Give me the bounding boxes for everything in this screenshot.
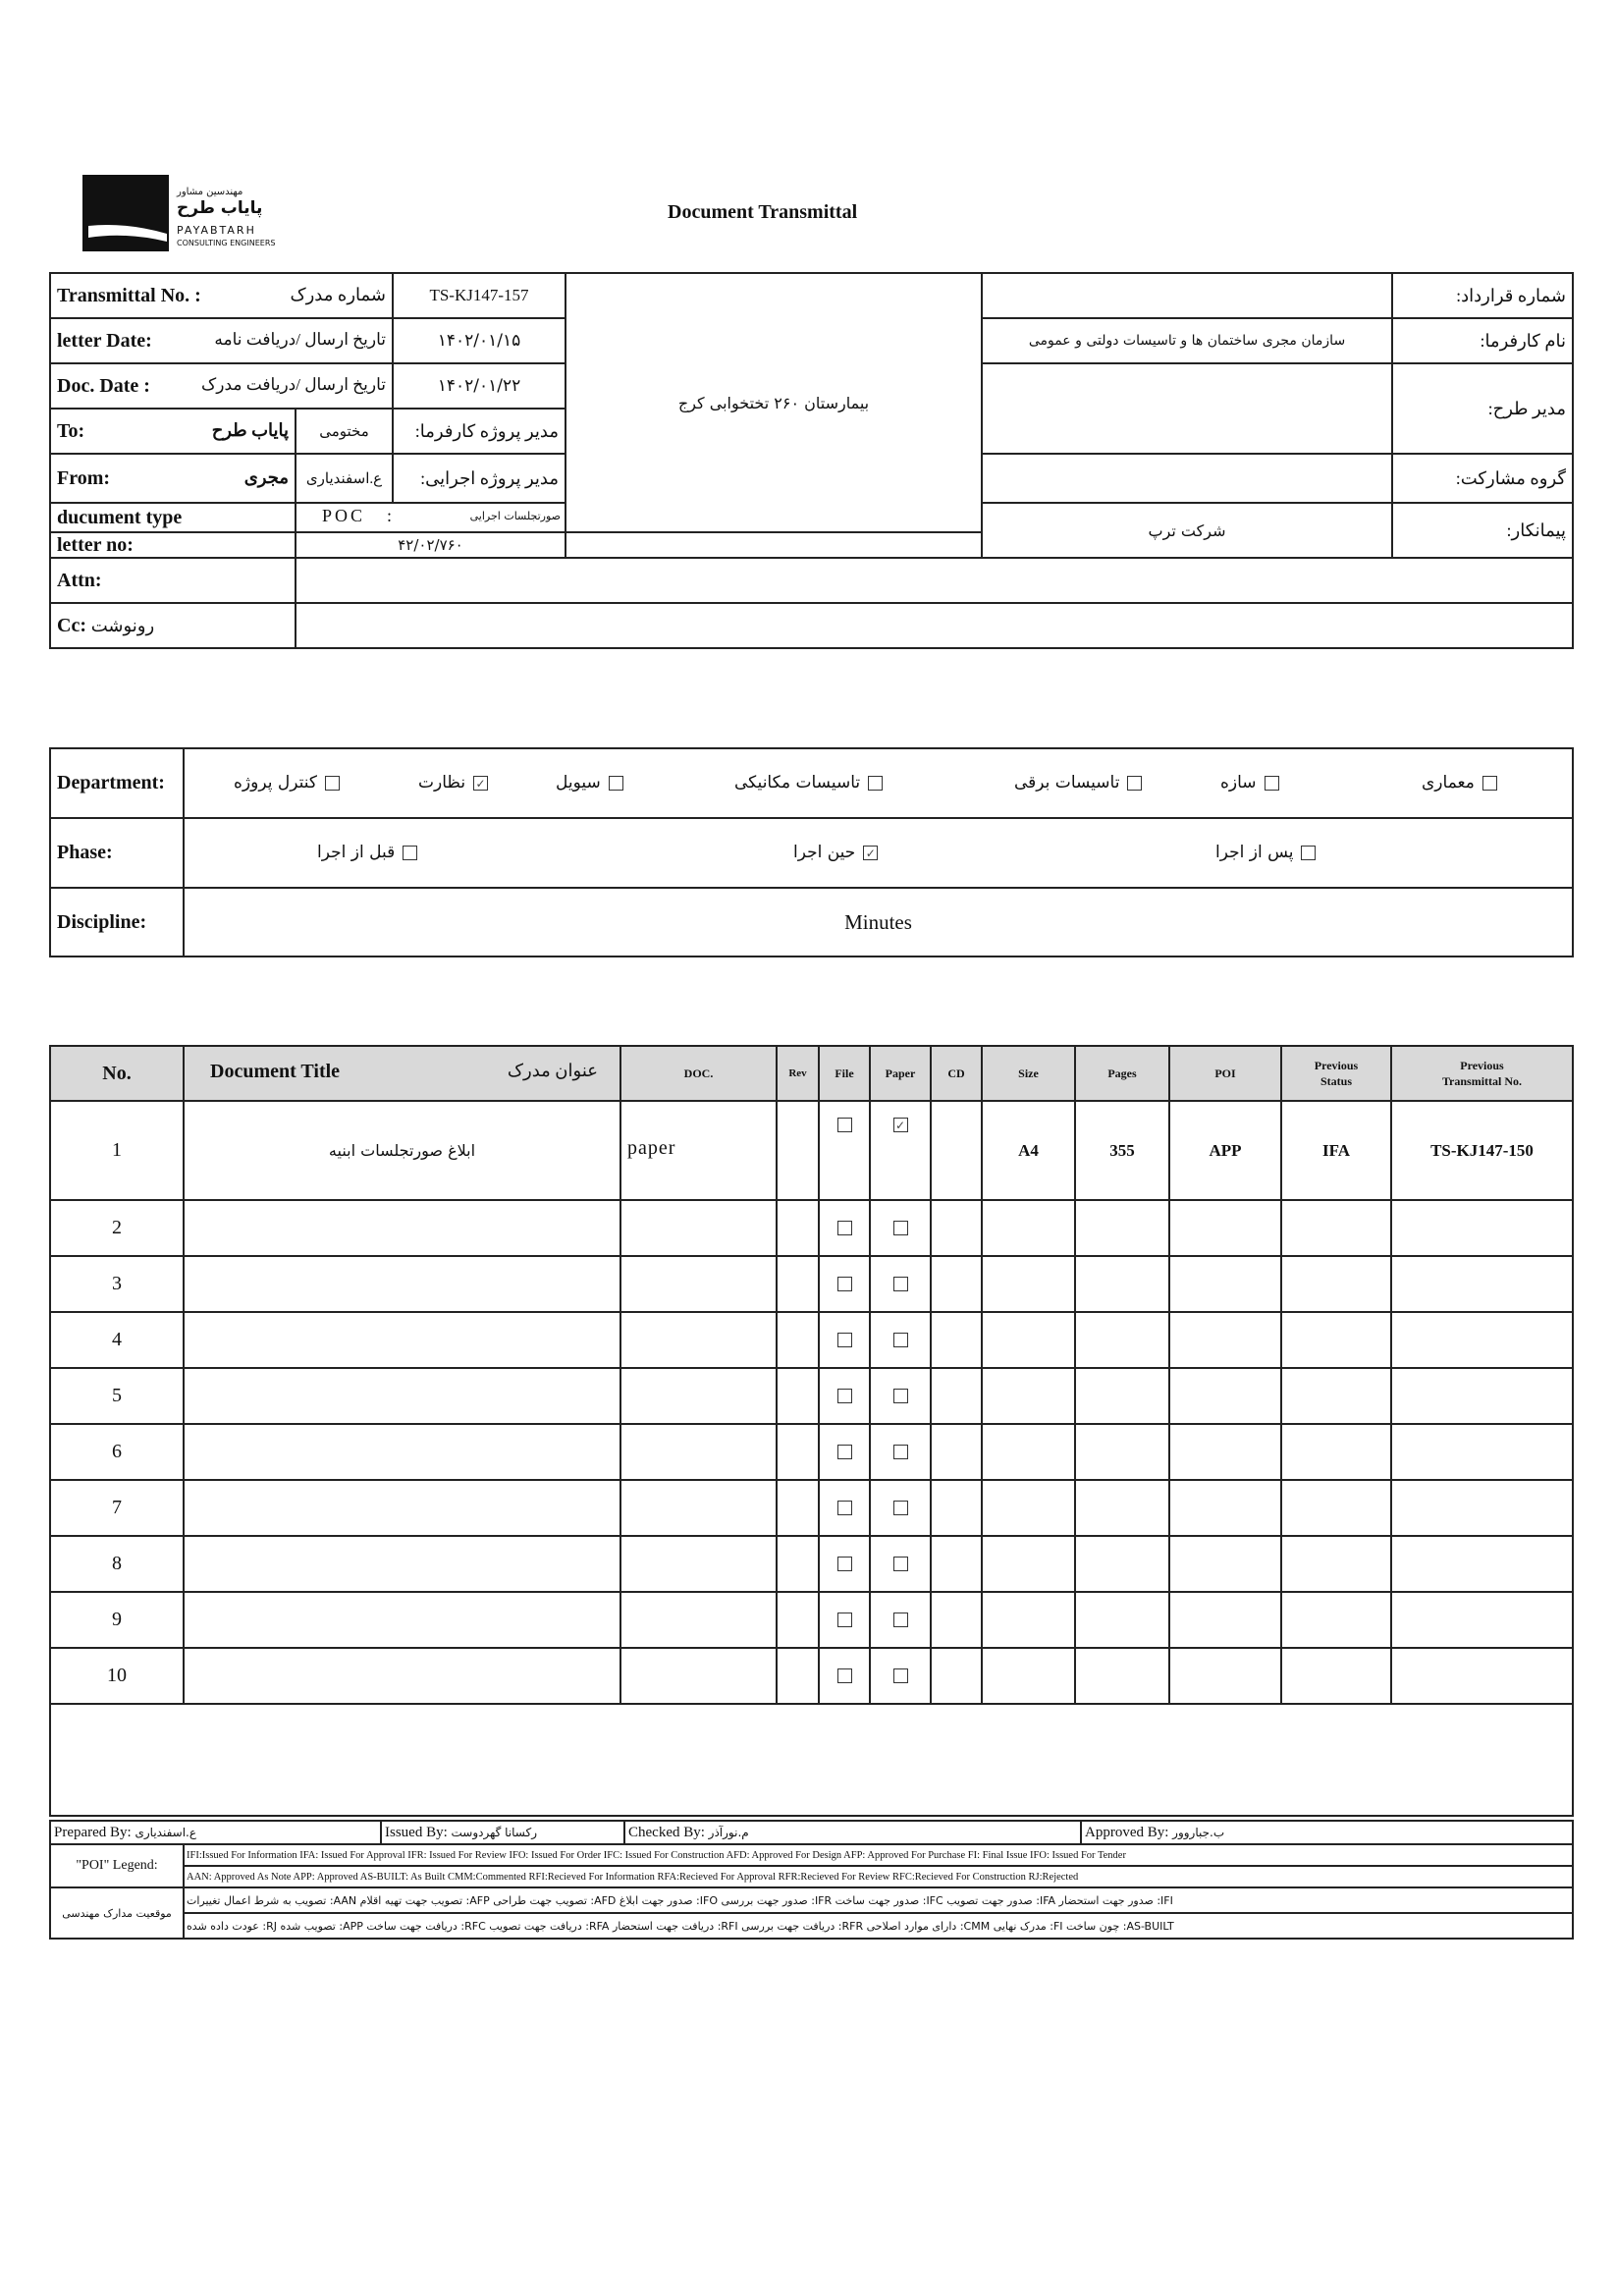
row-cd [931, 1648, 982, 1704]
discipline-value: Minutes [184, 888, 1573, 957]
cc-label-fa: رونوشت [90, 615, 155, 635]
row-prev-status [1281, 1536, 1391, 1592]
file-checkbox[interactable] [837, 1613, 852, 1627]
row-no: 9 [50, 1592, 184, 1648]
col-paper: Paper [870, 1046, 931, 1101]
phase-option-label: پس از اجرا [1215, 843, 1294, 862]
file-cell [819, 1312, 870, 1368]
file-cell [819, 1368, 870, 1424]
department-checkbox[interactable]: ✓ [473, 776, 488, 791]
row-cd [931, 1536, 982, 1592]
row-rev [777, 1648, 819, 1704]
col-no: No. [50, 1046, 184, 1101]
row-prev-trans [1391, 1480, 1573, 1536]
row-cd [931, 1101, 982, 1200]
row-prev-status [1281, 1312, 1391, 1368]
col-file: File [819, 1046, 870, 1101]
department-checkbox[interactable] [609, 776, 623, 791]
row-doc [620, 1480, 777, 1536]
row-doc [620, 1368, 777, 1424]
row-size [982, 1312, 1075, 1368]
paper-cell [870, 1480, 931, 1536]
project-name: بیمارستان ۲۶۰ تختخوابی کرج [566, 273, 982, 532]
table-row [50, 1480, 1573, 1536]
department-checkbox[interactable] [1482, 776, 1497, 791]
row-no: 10 [50, 1648, 184, 1704]
file-checkbox[interactable] [837, 1501, 852, 1515]
paper-checkbox[interactable] [893, 1333, 908, 1347]
row-title [184, 1200, 620, 1256]
info-table [49, 272, 1574, 649]
row-poi [1169, 1592, 1281, 1648]
col-title-fa: عنوان مدرک [507, 1061, 598, 1080]
documents-table [49, 1045, 1574, 1817]
phase-checkbox[interactable]: ✓ [863, 846, 878, 860]
paper-cell [870, 1368, 931, 1424]
paper-cell [870, 1200, 931, 1256]
file-checkbox[interactable] [837, 1221, 852, 1235]
file-cell [819, 1101, 870, 1200]
discipline-label: Discipline: [50, 888, 184, 957]
paper-checkbox[interactable] [893, 1389, 908, 1403]
status-label: موقعیت مدارک مهندسی [50, 1887, 184, 1939]
doctype-label: ducument type [50, 503, 296, 532]
file-cell [819, 1256, 870, 1312]
notes-area[interactable] [50, 1704, 1573, 1816]
transmittal-value: TS-KJ147-157 [393, 273, 566, 318]
transmittal-label-cell [50, 273, 393, 318]
phase-option-label: حین اجرا [793, 843, 856, 862]
department-checkbox[interactable] [868, 776, 883, 791]
file-cell [819, 1536, 870, 1592]
approved-label: Approved By: [1085, 1824, 1169, 1840]
checked-label: Checked By: [628, 1824, 705, 1840]
issued-value: رکسانا گهردوست [451, 1825, 538, 1839]
attn-value[interactable] [296, 558, 1573, 603]
letter-date-value: ۱۴۰۲/۰۱/۱۵ [393, 318, 566, 363]
paper-cell [870, 1424, 931, 1480]
row-poi [1169, 1312, 1281, 1368]
department-option[interactable] [1422, 773, 1497, 793]
row-title [184, 1368, 620, 1424]
letterno-value: ۴۲/۰۲/۷۶۰ [296, 532, 566, 558]
paper-checkbox[interactable] [893, 1501, 908, 1515]
row-pages [1075, 1424, 1169, 1480]
logo [82, 175, 289, 253]
row-title [184, 1536, 620, 1592]
row-no: 2 [50, 1200, 184, 1256]
row-cd [931, 1312, 982, 1368]
row-rev [777, 1312, 819, 1368]
row-poi [1169, 1200, 1281, 1256]
row-cd [931, 1480, 982, 1536]
row-prev-trans [1391, 1648, 1573, 1704]
table-row [50, 1200, 1573, 1256]
row-poi [1169, 1256, 1281, 1312]
paper-cell [870, 1648, 931, 1704]
doctype-separator: : [387, 506, 393, 525]
table-row [50, 1256, 1573, 1312]
row-doc [620, 1592, 777, 1648]
phase-label: Phase: [50, 818, 184, 888]
department-option-label: کنترل پروژه [234, 773, 317, 793]
phase-option[interactable] [1215, 843, 1316, 862]
row-doc [620, 1312, 777, 1368]
department-option-label: نظارت [418, 773, 466, 793]
status-line2: AS-BUILT: چون ساخت FI: مدرک نهایی CMM: دارای موارد اصلاحی RFR: دریافت جهت بررسی RFI: دریافت جهت استحضار RFA: دریافت جهت تصویب RFC: دریافت جهت ساخت APP: تصویب شده RJ: عودت داده شده [184, 1913, 1573, 1939]
row-doc [620, 1200, 777, 1256]
department-option-label: سیویل [556, 773, 601, 793]
department-option[interactable] [1014, 773, 1142, 793]
department-option[interactable] [1220, 773, 1279, 793]
transmittal-label-fa: شماره مدرک [290, 284, 386, 304]
transmittal-label-en: Transmittal No. : [57, 284, 201, 306]
row-cd [931, 1368, 982, 1424]
row-poi [1169, 1368, 1281, 1424]
col-prev-status-line2: Status [1320, 1074, 1352, 1088]
table-row [50, 1424, 1573, 1480]
row-poi [1169, 1536, 1281, 1592]
issued-label: Issued By: [385, 1824, 448, 1840]
row-pages [1075, 1480, 1169, 1536]
legend-table [49, 1843, 1574, 1940]
paper-checkbox[interactable]: ✓ [893, 1118, 908, 1132]
row-rev [777, 1200, 819, 1256]
row-no: 1 [50, 1101, 184, 1200]
department-option-label: سازه [1220, 773, 1257, 793]
row-prev-status [1281, 1592, 1391, 1648]
approved-value: ب.جباروور [1172, 1825, 1225, 1839]
phase-option[interactable] [793, 843, 878, 862]
department-option-label: معماری [1422, 773, 1475, 793]
row-title [184, 1648, 620, 1704]
row-prev-trans [1391, 1424, 1573, 1480]
row-size: A4 [982, 1101, 1075, 1200]
from-person: ع.اسفندیاری [296, 454, 393, 503]
department-checkbox[interactable] [325, 776, 340, 791]
contractor-value: شرکت ترپ [982, 503, 1392, 558]
department-option[interactable] [234, 773, 340, 793]
row-rev [777, 1368, 819, 1424]
file-checkbox[interactable] [837, 1668, 852, 1683]
col-prev-status [1281, 1046, 1391, 1101]
row-no: 3 [50, 1256, 184, 1312]
paper-cell [870, 1536, 931, 1592]
row-rev [777, 1101, 819, 1200]
signoff-table [49, 1820, 1574, 1845]
letterno-label: letter no: [50, 532, 296, 558]
page-title: Document Transmittal [668, 201, 858, 223]
paper-checkbox[interactable] [893, 1668, 908, 1683]
row-doc [620, 1424, 777, 1480]
phase-option-label: قبل از اجرا [317, 843, 396, 862]
row-rev [777, 1480, 819, 1536]
checked-value: م.نورآذر [708, 1825, 749, 1839]
phase-options [184, 818, 1573, 888]
table-row [50, 1648, 1573, 1704]
department-options [184, 748, 1573, 818]
row-size [982, 1592, 1075, 1648]
poi-legend-label: "POI" Legend: [50, 1844, 184, 1887]
row-pages [1075, 1368, 1169, 1424]
table-row [50, 1592, 1573, 1648]
paper-cell [870, 1312, 931, 1368]
logo-text-en: PAYABTARH [177, 224, 256, 237]
row-prev-status [1281, 1200, 1391, 1256]
paper-cell [870, 1101, 931, 1200]
logo-text-top: مهندسین مشاور [177, 187, 243, 197]
row-pages [1075, 1256, 1169, 1312]
file-cell [819, 1592, 870, 1648]
paper-checkbox[interactable] [893, 1277, 908, 1291]
file-cell [819, 1648, 870, 1704]
design-mgr-value [982, 363, 1392, 454]
col-prev-trans-line2: Transmittal No. [1441, 1074, 1523, 1088]
col-prev-trans [1391, 1046, 1573, 1101]
row-size [982, 1648, 1075, 1704]
table-row [50, 1101, 1573, 1200]
client-pm-label: مدیر پروژه کارفرما: [393, 409, 566, 454]
doc-date-label-en: Doc. Date : [57, 374, 150, 397]
row-size [982, 1424, 1075, 1480]
department-label: Department: [50, 748, 184, 818]
file-checkbox[interactable] [837, 1557, 852, 1571]
row-pages [1075, 1312, 1169, 1368]
from-value: مجری [243, 466, 289, 487]
row-poi: APP [1169, 1101, 1281, 1200]
row-prev-trans [1391, 1312, 1573, 1368]
row-no: 7 [50, 1480, 184, 1536]
contract-value [982, 273, 1392, 318]
logo-text-sub: CONSULTING ENGINEERS [177, 239, 276, 247]
row-size [982, 1480, 1075, 1536]
paper-checkbox[interactable] [893, 1221, 908, 1235]
contractor-label: پیمانکار: [1392, 503, 1573, 558]
file-checkbox[interactable] [837, 1445, 852, 1459]
paper-cell [870, 1256, 931, 1312]
row-size [982, 1368, 1075, 1424]
row-rev [777, 1592, 819, 1648]
file-checkbox[interactable] [837, 1118, 852, 1132]
row-prev-status [1281, 1648, 1391, 1704]
paper-checkbox[interactable] [893, 1445, 908, 1459]
row-pages: 355 [1075, 1101, 1169, 1200]
status-line1: IFI: صدور جهت استحضار IFA: صدور جهت تصویب IFC: صدور جهت ساخت IFR: صدور جهت بررسی IFO: صدور جهت ابلاغ AFD: تصویب جهت طراحی AFP: تصویب جهت تهیه اقلام AAN: تصویب به شرط اعمال تغییرات [184, 1887, 1573, 1913]
col-prev-trans-line1: Previous [1460, 1059, 1504, 1072]
row-prev-status [1281, 1256, 1391, 1312]
row-cd [931, 1424, 982, 1480]
employer-label: نام کارفرما: [1392, 318, 1573, 363]
row-prev-status [1281, 1424, 1391, 1480]
to-person: مختومی [296, 409, 393, 454]
row-cd [931, 1200, 982, 1256]
row-title [184, 1592, 620, 1648]
col-size: Size [982, 1046, 1075, 1101]
department-option-label: تاسیسات برقی [1014, 773, 1120, 793]
file-checkbox[interactable] [837, 1389, 852, 1403]
file-checkbox[interactable] [837, 1277, 852, 1291]
col-title-en: Document Title [210, 1061, 341, 1082]
department-option[interactable] [556, 773, 623, 793]
row-prev-trans [1391, 1368, 1573, 1424]
doctype-value: POC [322, 506, 366, 525]
col-doc: DOC. [620, 1046, 777, 1101]
row-poi [1169, 1480, 1281, 1536]
prepared-value: ع.اسفندیاری [135, 1825, 197, 1839]
to-value: پایاب طرح [211, 419, 289, 440]
row-rev [777, 1536, 819, 1592]
row-pages [1075, 1200, 1169, 1256]
letter-date-label-en: letter Date: [57, 329, 152, 352]
doc-date-value: ۱۴۰۲/۰۱/۲۲ [393, 363, 566, 409]
col-rev: Rev [777, 1046, 819, 1101]
row-size [982, 1200, 1075, 1256]
file-cell [819, 1200, 870, 1256]
employer-value: سازمان مجری ساختمان ها و تاسیسات دولتی و عمومی [982, 318, 1392, 363]
row-rev [777, 1256, 819, 1312]
row-rev [777, 1424, 819, 1480]
row-pages [1075, 1536, 1169, 1592]
col-cd: CD [931, 1046, 982, 1101]
paper-cell [870, 1592, 931, 1648]
row-no: 4 [50, 1312, 184, 1368]
partner-label: گروه مشارکت: [1392, 454, 1573, 503]
row-no: 6 [50, 1424, 184, 1480]
file-checkbox[interactable] [837, 1333, 852, 1347]
col-prev-status-line1: Previous [1314, 1059, 1359, 1072]
exec-pm-label: مدیر پروژه اجرایی: [393, 454, 566, 503]
row-title: ابلاغ صورتجلسات ابنیه [184, 1101, 620, 1200]
row-title [184, 1312, 620, 1368]
row-title [184, 1480, 620, 1536]
row-poi [1169, 1648, 1281, 1704]
row-size [982, 1536, 1075, 1592]
row-no: 8 [50, 1536, 184, 1592]
file-cell [819, 1480, 870, 1536]
table-row [50, 1536, 1573, 1592]
row-poi [1169, 1424, 1281, 1480]
row-prev-trans [1391, 1536, 1573, 1592]
row-doc: paper [620, 1101, 777, 1200]
file-cell [819, 1424, 870, 1480]
row-pages [1075, 1592, 1169, 1648]
phase-option[interactable] [317, 843, 417, 862]
doc-date-label-fa: تاریخ ارسال /دریافت مدرک [201, 374, 386, 394]
row-doc [620, 1648, 777, 1704]
cc-label: Cc: [57, 614, 86, 636]
row-doc [620, 1256, 777, 1312]
paper-checkbox[interactable] [893, 1557, 908, 1571]
to-label: To: [57, 419, 85, 442]
poi-legend-line1: IFI:Issued For Information IFA: Issued For Approval IFR: Issued For Review IFO: Issued For Order IFC: Issued For Construction AFD: Approved For Design AFP: Approved For Purchase FI: Final Issue IFO: Issued For Tender [184, 1844, 1573, 1866]
row-prev-trans: TS-KJ147-150 [1391, 1101, 1573, 1200]
department-option[interactable] [734, 773, 883, 793]
phase-checkbox[interactable] [403, 846, 417, 860]
department-option[interactable] [418, 773, 488, 793]
paper-checkbox[interactable] [893, 1613, 908, 1627]
row-size [982, 1256, 1075, 1312]
table-row [50, 1368, 1573, 1424]
row-no: 5 [50, 1368, 184, 1424]
phase-checkbox[interactable] [1301, 846, 1316, 860]
row-title [184, 1424, 620, 1480]
attn-label: Attn: [50, 558, 296, 603]
partner-value [982, 454, 1392, 503]
from-label: From: [57, 466, 111, 489]
row-prev-trans [1391, 1200, 1573, 1256]
col-pages: Pages [1075, 1046, 1169, 1101]
row-prev-status [1281, 1368, 1391, 1424]
cc-value[interactable] [296, 603, 1573, 648]
table-row [50, 1312, 1573, 1368]
poi-legend-line2: AAN: Approved As Note APP: Approved AS-BUILT: As Built CMM:Commented RFI:Recieved For Information RFA:Recieved For Approval RFR:Recieved For Review RFC:Recieved For Construction RJ:Rejected [184, 1866, 1573, 1887]
prepared-label: Prepared By: [54, 1824, 132, 1840]
row-prev-trans [1391, 1592, 1573, 1648]
classification-table [49, 747, 1574, 957]
row-title [184, 1256, 620, 1312]
design-mgr-label: مدیر طرح: [1392, 363, 1573, 454]
row-prev-status [1281, 1480, 1391, 1536]
row-cd [931, 1256, 982, 1312]
logo-mark-icon [82, 175, 169, 251]
contract-label: شماره قرارداد: [1392, 273, 1573, 318]
row-prev-trans [1391, 1256, 1573, 1312]
department-checkbox[interactable] [1127, 776, 1142, 791]
row-doc [620, 1536, 777, 1592]
department-checkbox[interactable] [1265, 776, 1279, 791]
col-title [184, 1046, 620, 1101]
department-option-label: تاسیسات مکانیکی [734, 773, 861, 793]
letter-date-label-fa: تاریخ ارسال /دریافت نامه [214, 329, 386, 349]
row-pages [1075, 1648, 1169, 1704]
row-prev-status: IFA [1281, 1101, 1391, 1200]
logo-text-main: پایاب طرح [177, 198, 263, 218]
row-cd [931, 1592, 982, 1648]
col-poi: POI [1169, 1046, 1281, 1101]
doctype-fa: صورتجلسات اجرایی [469, 510, 561, 522]
